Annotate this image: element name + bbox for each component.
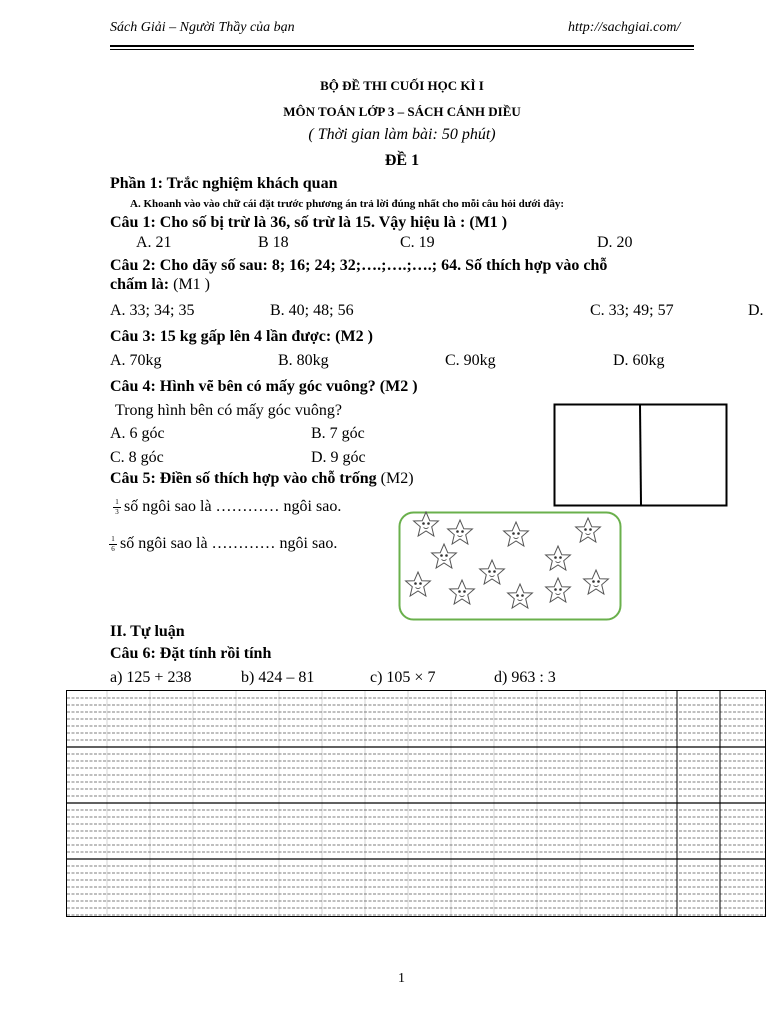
q5-text [110,470,414,488]
q5-fraction-2-num: 1 [111,535,115,543]
q2-option-d: D. [748,302,764,319]
q3-option-d: D. 60kg [613,352,665,369]
header-rule-thin [110,49,694,50]
part1-heading: Phần 1: Trắc nghiệm khách quan [110,175,338,192]
q4-option-a: A. 6 góc [110,425,165,442]
q2-option-a: A. 33; 34; 35 [110,302,195,319]
part1-instruction: A. Khoanh vào vào chữ cái đặt trước phương án trả lời đúng nhất cho mỗi câu hỏi dưới đây: [130,198,564,210]
q4-rectangle-figure [553,403,729,507]
header-right: http://sachgiai.com/ [568,20,681,35]
doc-title: BỘ ĐỀ THI CUỐI HỌC KÌ I [320,78,484,93]
q5-fraction-1 [113,499,121,516]
q5-fraction-2 [109,536,117,553]
q3-option-a: A. 70kg [110,352,162,369]
q5-fraction-1-den: 3 [115,508,119,516]
q3-option-b: B. 80kg [278,352,329,369]
header-rule-thick [110,45,694,47]
q2-text-line2-rest: (M1 ) [169,276,210,293]
q1-option-d: D. 20 [597,234,633,251]
q5-text-bold: Câu 5: Điền số thích hợp vào chỗ trống [110,470,377,487]
header-left: Sách Giải – Người Thầy của bạn [110,20,295,35]
q5-star-box [398,511,622,621]
doc-subtitle: MÔN TOÁN LỚP 3 – SÁCH CÁNH DIỀU [283,104,521,119]
q2-text-line1: Câu 2: Cho dãy số sau: 8; 16; 24; 32;….;….;….; 64. Số thích hợp vào chỗ [110,257,608,274]
doc-exam-number: ĐỀ 1 [384,152,420,169]
q4-text: Câu 4: Hình vẽ bên có mấy góc vuông? (M2 ) [110,378,418,395]
part2-heading: II. Tự luận [110,623,185,640]
q4-subtext: Trong hình bên có mấy góc vuông? [115,402,342,419]
q5-text-rest: (M2) [376,470,414,487]
q6-item-c: c) 105 × 7 [370,669,436,686]
q2-text-line2 [110,276,210,294]
q1-text: Câu 1: Cho số bị trừ là 36, số trừ là 15. Vậy hiệu là : (M1 ) [110,214,508,231]
q6-item-d: d) 963 : 3 [494,669,556,686]
q6-item-a: a) 125 + 238 [110,669,192,686]
q5-fraction-1-num: 1 [115,498,119,506]
q2-option-c: C. 33; 49; 57 [590,302,674,319]
q5-fraction-2-den: 6 [111,545,115,553]
q2-option-b: B. 40; 48; 56 [270,302,354,319]
q5-line-1: số ngôi sao là ………… ngôi sao. [124,498,342,515]
q6-text: Câu 6: Đặt tính rồi tính [110,645,272,662]
page-number: 1 [398,971,405,986]
q5-line-2: số ngôi sao là ………… ngôi sao. [120,535,338,552]
q4-option-c: C. 8 góc [110,449,164,466]
q2-text-line2-bold: chấm là: [110,276,170,293]
q1-option-c: C. 19 [400,234,435,251]
doc-duration: ( Thời gian làm bài: 50 phút) [308,126,496,143]
writing-grid [66,690,766,917]
q3-text: Câu 3: 15 kg gấp lên 4 lần được: (M2 ) [110,328,373,345]
q1-option-a: A. 21 [136,234,172,251]
q3-option-c: C. 90kg [445,352,496,369]
q4-option-d: D. 9 góc [311,449,366,466]
q1-option-b: B 18 [258,234,289,251]
q6-item-b: b) 424 – 81 [241,669,315,686]
q4-option-b: B. 7 góc [311,425,365,442]
writing-grid-lines [67,691,765,916]
